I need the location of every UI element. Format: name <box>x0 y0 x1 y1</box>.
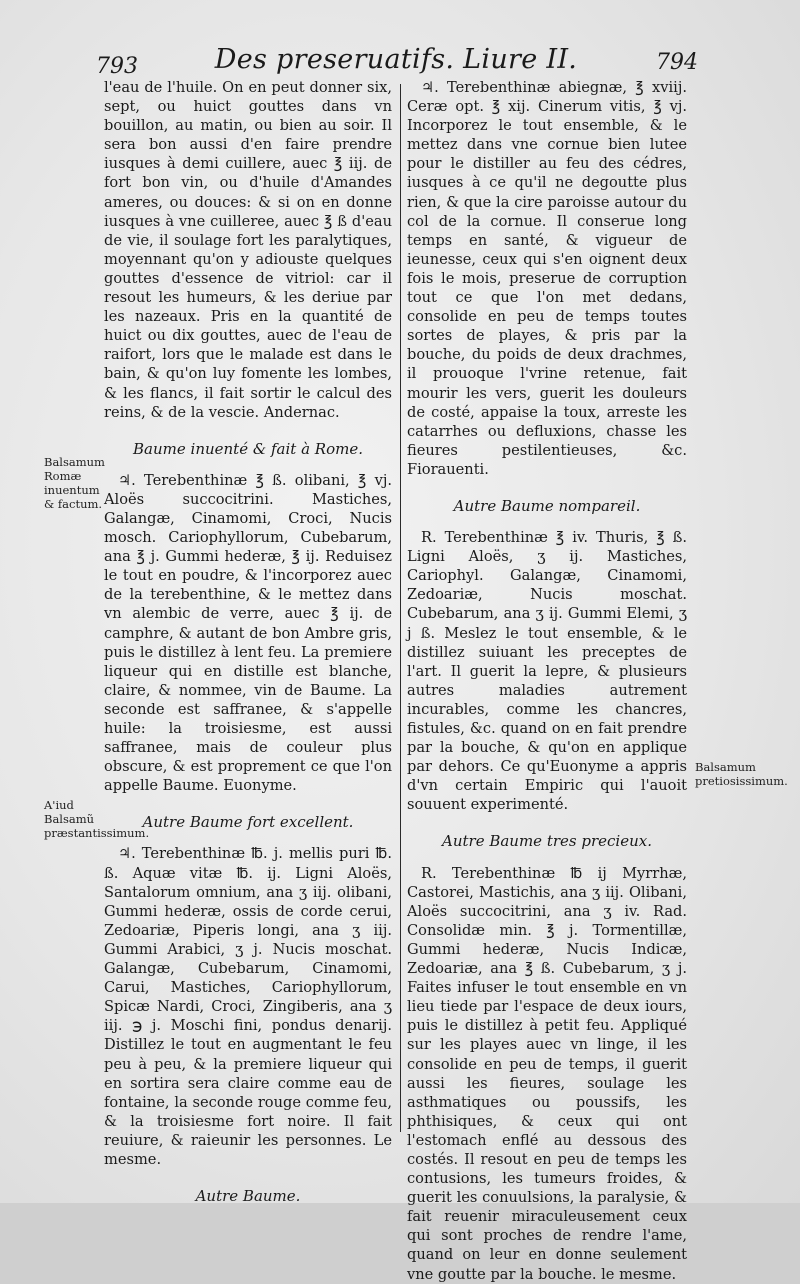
folio-right: 794 <box>656 50 698 75</box>
right-paragraph-1: ♃. Terebenthinæ abiegnæ, ℥ xviij. Ceræ opt. ℥ xij. Cinerum vitis, ℥ vj. Incorporez le tout ensemble, & le mettez dans vne cornue bien lutee pour le distiller au feu des cédres, iusques à ce qu'il ne degoutte plus rien, & que la cire paroisse autour du col de la cornue. Il conserue long temps en santé, & vigueur de ieunesse, ceux qui s'en oignent deux fois le mois, preserue de corruption tout ce que l'on met dedans, consolide en peu de temps toutes sortes de playes, & pris par la bouche, du poids de deux drachmes, il prouoque l'vrine retenue, fait mourir les vers, guerit les douleurs de costé, appaise la toux, arreste les catarrhes ou defluxions, chasse les fieures pestilentieuses, &c. Fiorauenti. <box>407 79 687 478</box>
margin-note-left-1: Balsamum Romæ inuentum & factum. <box>44 455 105 511</box>
left-heading-2: Autre Baume fort excellent. <box>142 813 354 832</box>
left-column <box>104 78 392 1218</box>
folio-left: 793 <box>96 54 138 79</box>
right-paragraph-3: R. Terebenthinæ ℔ ij Myrrhæ, Castorei, Mastichis, ana ʒ iij. Olibani, Aloës succocitrini, ana ʒ iv. Rad. Consolidæ min. ℥ j. Tormentillæ, Gummi hederæ, Nucis Indicæ, Zedoariæ, ana ℥ ß. Cubebarum, ʒ j. Faites infuser le tout ensemble en vn lieu tiede par l'espace de deux iours, puis le distillez à petit feu. Appliqué sur les playes auec vn linge, il les consolide en peu de temps, il guerit aussi les fieures, soulage les asthmatiques ou poussifs, les phthisiques, & ceux qui ont l'estomach enflé au dessous des costés. Il resout en peu de temps les contusions, les tumeurs froides, & guerit les conuulsions, la paralysie, & fait reuenir miraculeusement ceux qui sont proches de rendre l'ame, quand on leur en donne seulement vne goutte par la bouche. le mesme. <box>407 864 687 1283</box>
margin-note-right-1: Balsamum pretiosissimum. <box>695 760 788 788</box>
running-title: Des preseruatifs. Liure II. <box>214 44 578 75</box>
column-divider <box>400 84 401 1132</box>
left-paragraph-1: l'eau de l'huile. On en peut donner six, sept, ou huict gouttes dans vn bouillon, au matin, ou bien au soir. Il sera bon aussi d'en faire prendre iusques à demi cuillere, auec ℥ iij. de fort bon vin, ou d'huile d'Amandes ameres, ou douces: & si on en donne iusques à vne cuilleree, auec ℥ ß d'eau de vie, il soulage fort les paralytiques, moyennant qu'on y adiouste quelques gouttes d'essence de vitriol: car il resout les humeurs, & les deriue par les nazeaux. Pris en la quantité de huict ou dix gouttes, auec de l'eau de raifort, lors que le malade est dans le bain, & qu'on luy fomente les lombes, & les flancs, il fait sortir le calcul des reins, & de la vescie. Andernac. <box>104 79 392 421</box>
right-heading-1: Autre Baume nompareil. <box>453 496 641 515</box>
right-paragraph-2: R. Terebenthinæ ℥ iv. Thuris, ℥ ß. Ligni Aloës, ʒ ij. Mastiches, Cariophyl. Galangæ, Cinamomi, Zedoariæ, Nucis moschat. Cubebarum, ana ʒ ij. Gummi Elemi, ʒ j ß. Meslez le tout ensemble, & le distillez suiuant les preceptes de l'art. Il guerit la lepre, & plusieurs autres maladies autrement incurables, comme les chancres, fistules, &c. quand on en fait prendre par la bouche, & qu'on en applique par dehors. Ce qu'Euonyme a appris d'vn certain Empiric qui l'auoit souuent experimenté. <box>407 529 687 814</box>
left-paragraph-3: ♃. Terebenthinæ ℔. j. mellis puri ℔. ß. Aquæ vitæ ℔. ij. Ligni Aloës, Santalorum omnium, ana ʒ iij. olibani, Gummi hederæ, ossis de corde cerui, Zedoariæ, Piperis longi, ana ʒ iij. Gummi Arabici, ʒ j. Nucis moschat. Galangæ, Cubebarum, Cinamomi, Carui, Mastiches, Cariophyllorum, Spicæ Nardi, Croci, Zingiberis, ana ʒ iij. ℈ j. Moschi fini, pondus denarij. Distillez le tout en augmentant le feu peu à peu, & la premiere liqueur qui en sortira sera claire comme eau de fontaine, la seconde rouge comme feu, & la troisiesme fort noire. Il fait reuiure, & raieunir les personnes. Le mesme. <box>104 845 392 1168</box>
left-paragraph-2: ♃. Terebenthinæ ℥ ß. olibani, ℥ vj. Aloës succocitrini. Mastiches, Galangæ, Cinamomi, Croci, Nucis mosch. Cariophyllorum, Cubebarum, ana ℥ j. Gummi hederæ, ℥ ij. Reduisez le tout en poudre, & l'incorporez auec de la terebenthine, & le mettez dans vn alembic de verre, auec ℥ ij. de camphre, & autant de bon Ambre gris, puis le distillez à lent feu. La premiere liqueur qui en distille est blanche, claire, & nommee, vin de Baume. La seconde est saffranee, & s'appelle huile: la troisiesme, est aussi saffranee, mais de couleur plus obscure, & est proprement ce que l'on appelle Baume. Euonyme. <box>104 471 392 795</box>
right-column <box>407 78 687 1284</box>
margin-note-left-2: A'iud Balsamũ præstantissimum. <box>44 798 150 840</box>
left-heading-3: Autre Baume. <box>195 1187 301 1206</box>
right-heading-2: Autre Baume tres precieux. <box>442 832 652 851</box>
left-heading-1: Baume inuenté & fait à Rome. <box>133 439 363 458</box>
